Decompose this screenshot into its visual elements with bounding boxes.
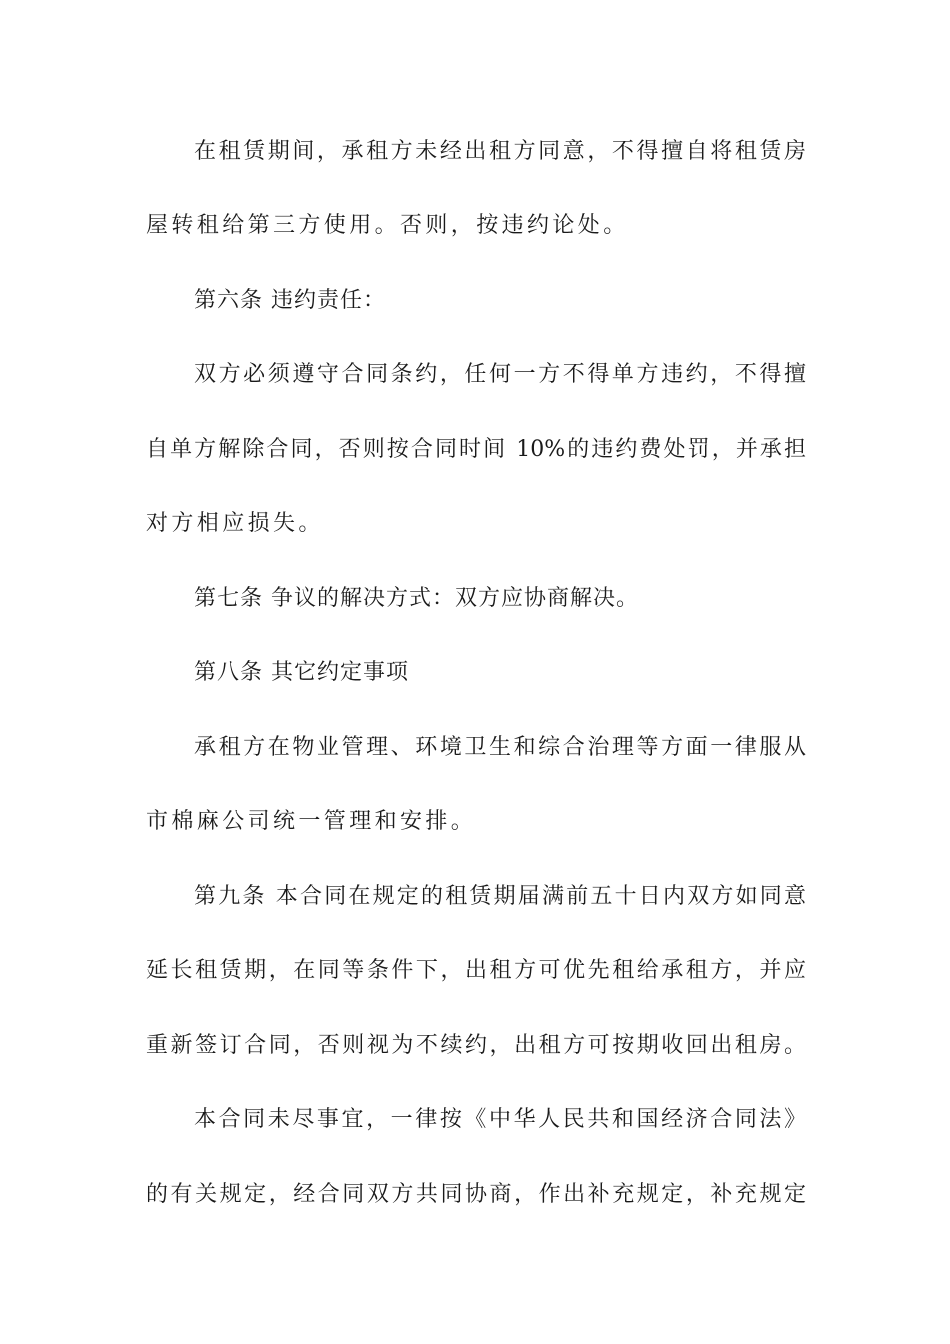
text-line: 重新签订合同，否则视为不续约，出租方可按期收回出租房。 — [146, 1033, 806, 1058]
text-line: 对方相应损失。 — [146, 511, 324, 536]
text-line: 本合同未尽事宜，一律按《中华人民共和国经济合同法》 — [194, 1107, 806, 1132]
section-heading: 第六条 违约责任： — [194, 288, 386, 313]
text-line: 自单方解除合同，否则按合同时间 10%的违约费处罚，并承担 — [146, 437, 806, 462]
text-line: 屋转租给第三方使用。否则，按违约论处。 — [146, 213, 629, 238]
text-line: 市棉麻公司统一管理和安排。 — [146, 809, 477, 834]
text-line: 在租赁期间，承租方未经出租方同意，不得擅自将租赁房 — [194, 139, 806, 164]
section-heading: 第七条 争议的解决方式：双方应协商解决。 — [194, 586, 639, 611]
section-heading: 第九条 本合同在规定的租赁期届满前五十日内双方如同意 — [194, 884, 806, 909]
text-line: 的有关规定，经合同双方共同协商，作出补充规定，补充规定 — [146, 1182, 806, 1207]
text-line: 承租方在物业管理、环境卫生和综合治理等方面一律服从 — [194, 735, 806, 760]
text-line: 双方必须遵守合同条约，任何一方不得单方违约，不得擅 — [194, 362, 806, 387]
section-heading: 第八条 其它约定事项 — [194, 660, 409, 685]
text-line: 延长租赁期，在同等条件下，出租方可优先租给承租方，并应 — [146, 958, 806, 983]
